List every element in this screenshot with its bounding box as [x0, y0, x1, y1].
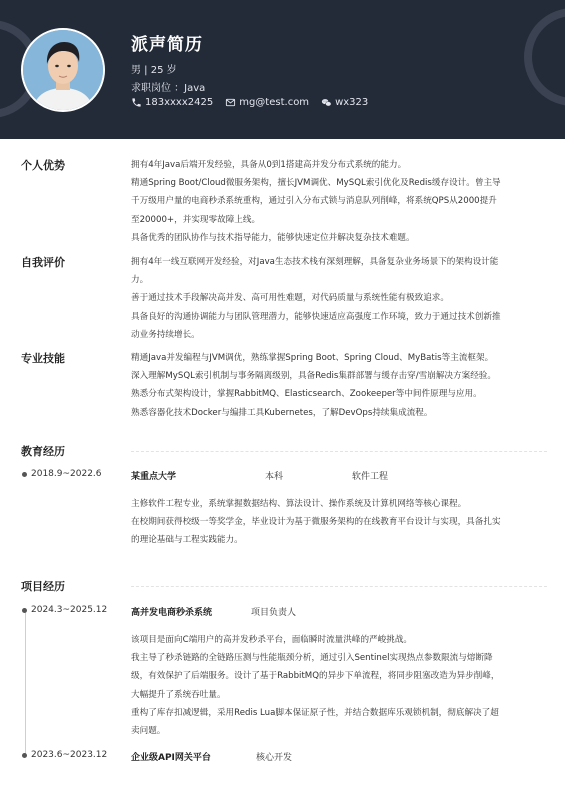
- project-role: 项目负责人: [251, 608, 297, 618]
- timeline-dot: [22, 472, 27, 477]
- self-eval-line: 力。: [131, 275, 149, 286]
- education-line: 主修软件工程专业，系统掌握数据结构、算法设计、操作系统及计算机网络等核心课程。: [131, 499, 467, 509]
- timeline-dot: [22, 753, 27, 758]
- project-line: 重构了库存扣减逻辑，采用Redis Lua脚本保证原子性，并结合数据库乐观锁机制，彻底解决了超: [131, 707, 499, 718]
- phone-icon: [131, 97, 142, 108]
- wechat-icon: [321, 97, 332, 108]
- timeline-dot: [22, 608, 27, 613]
- advantages-content: [131, 156, 547, 247]
- phone-text: 183xxxx2425: [145, 97, 214, 108]
- project-role: 核心开发: [256, 753, 293, 763]
- advantages-line: 精通Spring Boot/Cloud微服务架构，擅长JVM调优、MySQL索引优化及Redis缓存设计。曾主导: [131, 178, 501, 189]
- project-line: 卖问题。: [131, 726, 166, 737]
- project-line: 我主导了秒杀链路的全链路压测与性能瓶颈分析，通过引入Sentinel实现热点参数限流与熔断降: [131, 653, 493, 664]
- job-intent: 求职岗位 ：Java: [131, 83, 206, 94]
- contact-wechat[interactable]: [321, 97, 368, 108]
- section-title-advantages: 个人优势: [21, 159, 65, 172]
- section-divider: [131, 586, 547, 587]
- email-text: mg@test.com: [239, 97, 310, 108]
- advantages-line: 千万级用户量的电商秒杀系统重构，通过引入分布式锁与消息队列削峰，将系统QPS从2000提升: [131, 196, 497, 207]
- skills-content: [131, 349, 547, 422]
- self-eval-line: 具备良好的沟通协调能力与团队管理潜力，能够快速适应高强度工作环境，致力于通过技术创新推: [131, 311, 501, 322]
- avatar: [21, 28, 105, 112]
- self-eval-line: 拥有4年一线互联网开发经验，对Java生态技术栈有深刻理解，具备复杂业务场景下的架构设计能: [131, 257, 499, 267]
- decorative-ring-right: [524, 8, 565, 106]
- education-line: 在校期间获得校级一等奖学金，毕业设计为基于微服务架构的在线教育平台设计与实现，具备扎实: [131, 517, 501, 528]
- project-name: 企业级API网关平台: [131, 753, 211, 763]
- email-icon: [225, 97, 236, 108]
- gender-age: 男 | 25 岁: [131, 65, 177, 76]
- education-major: 软件工程: [352, 472, 389, 482]
- section-divider: [131, 451, 547, 452]
- project-line: 该项目是面向C端用户的高并发秒杀平台，面临瞬时流量洪峰的严峻挑战。: [131, 635, 413, 645]
- skills-line: 熟悉容器化技术Docker与编排工具Kubernetes，了解DevOps持续集成流程。: [131, 407, 433, 418]
- self-eval-content: [131, 253, 547, 344]
- project-line: 级，有效保护了后端服务。设计了基于RabbitMQ的异步下单流程，将同步阻塞改造为异步削峰，: [131, 671, 500, 682]
- project-date: 2024.3~2025.12: [31, 605, 108, 615]
- education-line: 的理论基础与工程实践能力。: [131, 535, 243, 546]
- education-date: 2018.9~2022.6: [31, 469, 102, 479]
- wechat-text: wx323: [335, 97, 369, 108]
- education-degree: 本科: [265, 472, 284, 482]
- self-eval-line: 动业务持续增长。: [131, 329, 200, 340]
- advantages-line: 拥有4年Java后端开发经验，具备从0到1搭建高并发分布式系统的能力。: [131, 160, 407, 170]
- advantages-line: 具备优秀的团队协作与技术指导能力，能够快速定位并解决复杂技术难题。: [131, 232, 415, 243]
- section-title-projects: 项目经历: [21, 580, 65, 593]
- resume-header: [0, 0, 565, 139]
- project-name: 高并发电商秒杀系统: [131, 608, 213, 618]
- advantages-line: 至20000+，并实现零故障上线。: [131, 214, 261, 225]
- timeline-line: [25, 610, 26, 756]
- contact-phone[interactable]: [131, 97, 213, 108]
- skills-line: 精通Java并发编程与JVM调优，熟练掌握Spring Boot、Spring Cloud、MyBatis等主流框架。: [131, 353, 494, 363]
- section-title-skills: 专业技能: [21, 352, 65, 365]
- project-content: [131, 631, 547, 740]
- education-school: 某重点大学: [131, 472, 177, 482]
- section-title-self-eval: 自我评价: [21, 256, 65, 269]
- project-line: 大幅提升了系统吞吐量。: [131, 689, 226, 700]
- contact-email[interactable]: [225, 97, 309, 108]
- education-content: [131, 495, 547, 550]
- section-title-education: 教育经历: [21, 445, 65, 458]
- contact-row: [131, 97, 380, 108]
- project-date: 2023.6~2023.12: [31, 750, 108, 760]
- skills-line: 深入理解MySQL索引机制与事务隔离级别，具备Redis集群部署与缓存击穿/雪崩解决方案经验。: [131, 371, 496, 382]
- self-eval-line: 善于通过技术手段解决高并发、高可用性难题，对代码质量与系统性能有极致追求。: [131, 293, 449, 304]
- skills-line: 熟悉分布式架构设计，掌握RabbitMQ、Elasticsearch、Zookeeper等中间件原理与应用。: [131, 389, 482, 400]
- candidate-name: 派声简历: [131, 35, 203, 55]
